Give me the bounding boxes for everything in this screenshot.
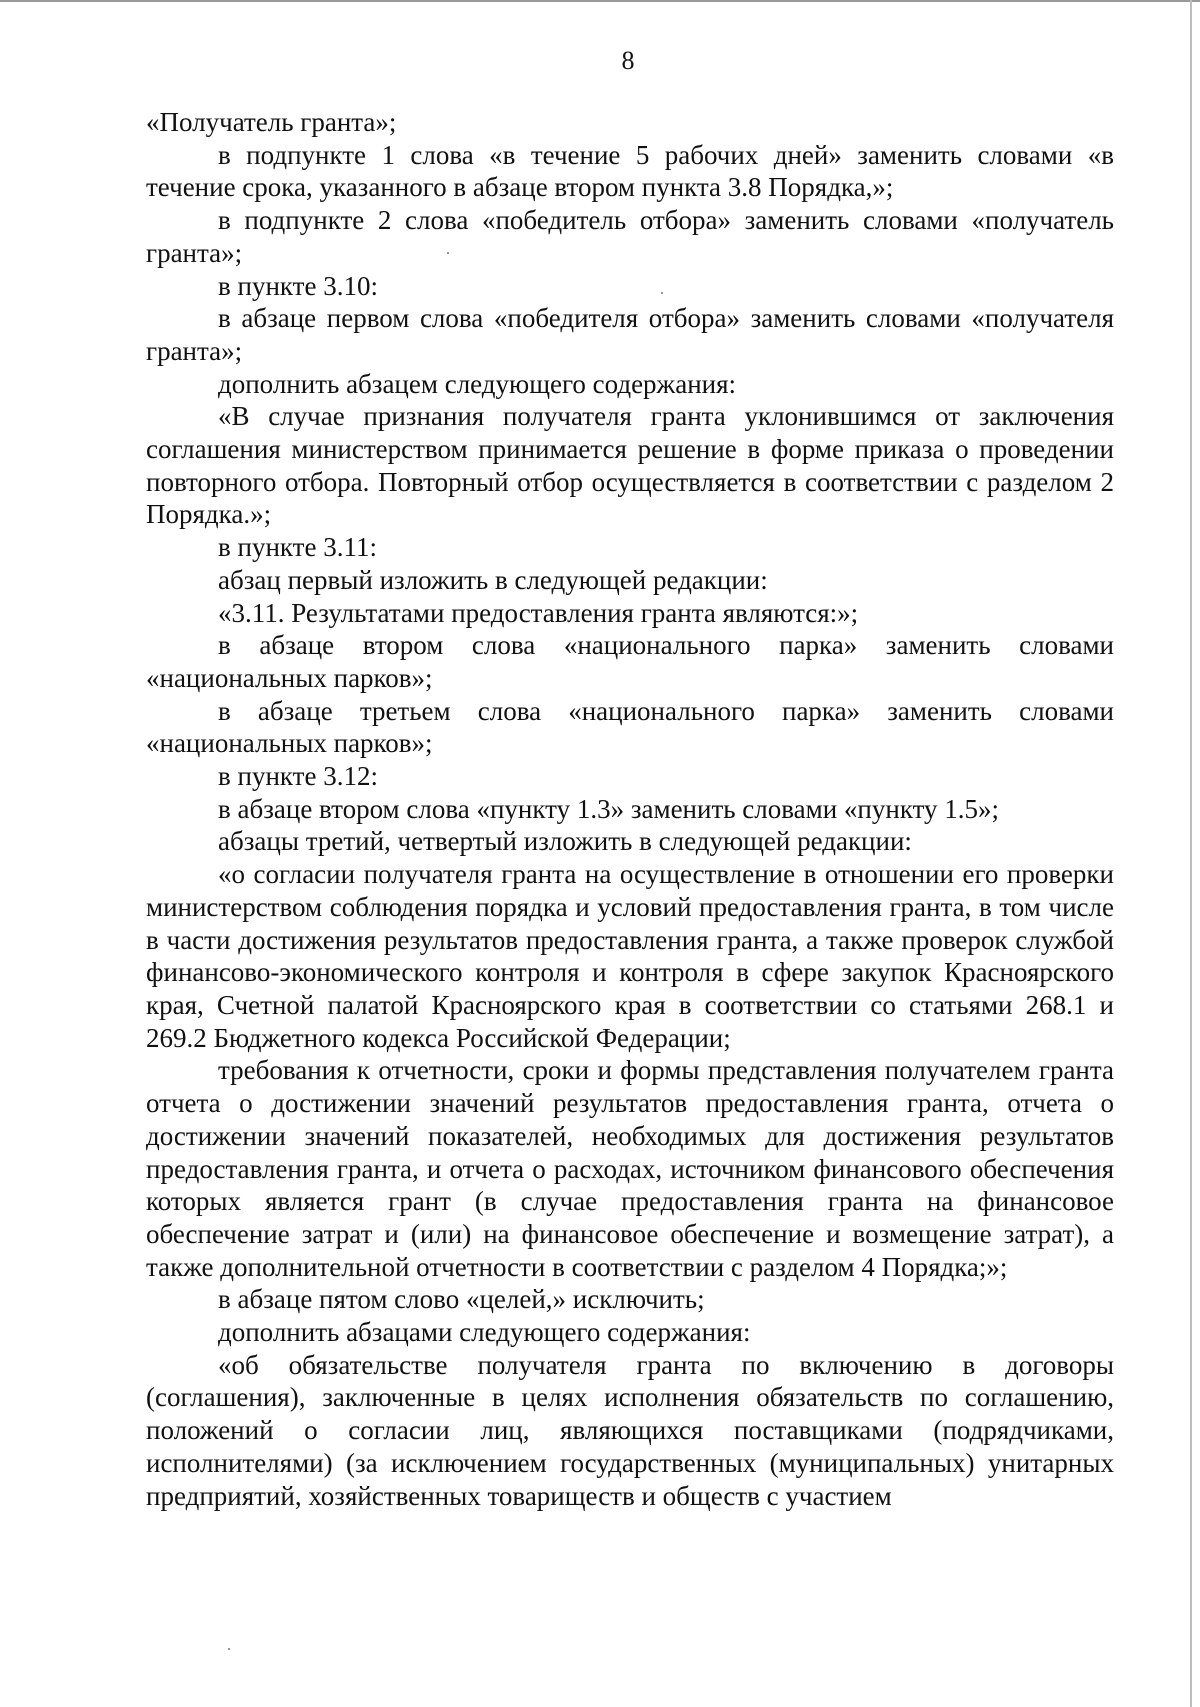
paragraph: «3.11. Результатами предоставления гранта являются:»; (218, 597, 859, 628)
paragraph: в подпункте 1 слова «в течение 5 рабочих дней» заменить словами «в течение срока, указанного в абзаце втором пункта 3.8 Порядка,»; (146, 139, 1114, 203)
paragraph: в абзаце втором слова «пункту 1.3» заменить словами «пункту 1.5»; (218, 793, 1000, 824)
paragraph: в абзаце втором слова «национального парка» заменить словами «национальных парков»; (146, 630, 1114, 693)
paragraph: в абзаце первом слова «победителя отбора» заменить словами «получателя гранта»; (146, 303, 1114, 366)
paragraph: в пункте 3.10: (218, 270, 378, 301)
scan-speck (447, 252, 449, 254)
scan-right-edge (1190, 0, 1192, 1707)
page-number: 8 (621, 46, 635, 75)
scan-speck (228, 1648, 230, 1650)
paragraph: в пункте 3.11: (218, 532, 377, 563)
paragraph: абзацы третий, четвертый изложить в следующей редакции: (218, 826, 912, 857)
paragraph: в абзаце пятом слово «целей,» исключить; (218, 1284, 705, 1315)
paragraph: «Получатель гранта»; (146, 107, 397, 137)
scan-top-edge (0, 0, 1200, 2)
paragraph: в абзаце третьем слова «национального парка» заменить словами «национальных парков»; (146, 695, 1114, 759)
paragraph: абзац первый изложить в следующей редакции: (218, 564, 768, 595)
document-body (146, 106, 1114, 1512)
paragraph: в пункте 3.12: (218, 761, 378, 792)
paragraph: дополнить абзацами следующего содержания: (218, 1317, 751, 1348)
paragraph: «В случае признания получателя гранта уклонившимся от заключения соглашения министерством принимается решение в форме приказа о проведении повторного отбора. Повторный отбор осуществляется в соответствии с разделом 2 Порядка.»; (146, 401, 1114, 530)
paragraph: «о согласии получателя гранта на осуществление в отношении его проверки министерством соблюдения порядка и условий предоставления гранта, в том числе в части достижения результатов предоставления гранта, а также проверок службой финансово-экономического контроля и контроля в сфере закупок Красноярского края, Счетной палатой Красноярского края в соответствии со статьями 268.1 и 269.2 Бюджетного кодекса Российской Федерации; (146, 859, 1114, 1053)
paragraph: дополнить абзацем следующего содержания: (218, 368, 737, 399)
paragraph: в подпункте 2 слова «победитель отбора» заменить словами «получатель гранта»; (146, 205, 1114, 268)
scan-speck (661, 292, 663, 294)
paragraph: требования к отчетности, сроки и формы представления получателем гранта отчета о достижении значений результатов предоставления гранта, отчета о достижении значений показателей, необходимых для достижения результатов предоставления гранта, и отчета о расходах, источником финансового обеспечения которых является грант (в случае предоставления гранта на финансовое обеспечение затрат и (или) на финансовое обеспечение и возмещение затрат), а также дополнительной отчетности в соответствии с разделом 4 Порядка;»; (146, 1055, 1114, 1282)
paragraph: «об обязательстве получателя гранта по включению в договоры (соглашения), заключенные в целях исполнения обязательств по соглашению, положений о согласии лиц, являющихся поставщиками (подрядчиками, исполнителями) (за исключением государственных (муниципальных) унитарных предприятий, хозяйственных товариществ и обществ с участием (146, 1349, 1114, 1511)
